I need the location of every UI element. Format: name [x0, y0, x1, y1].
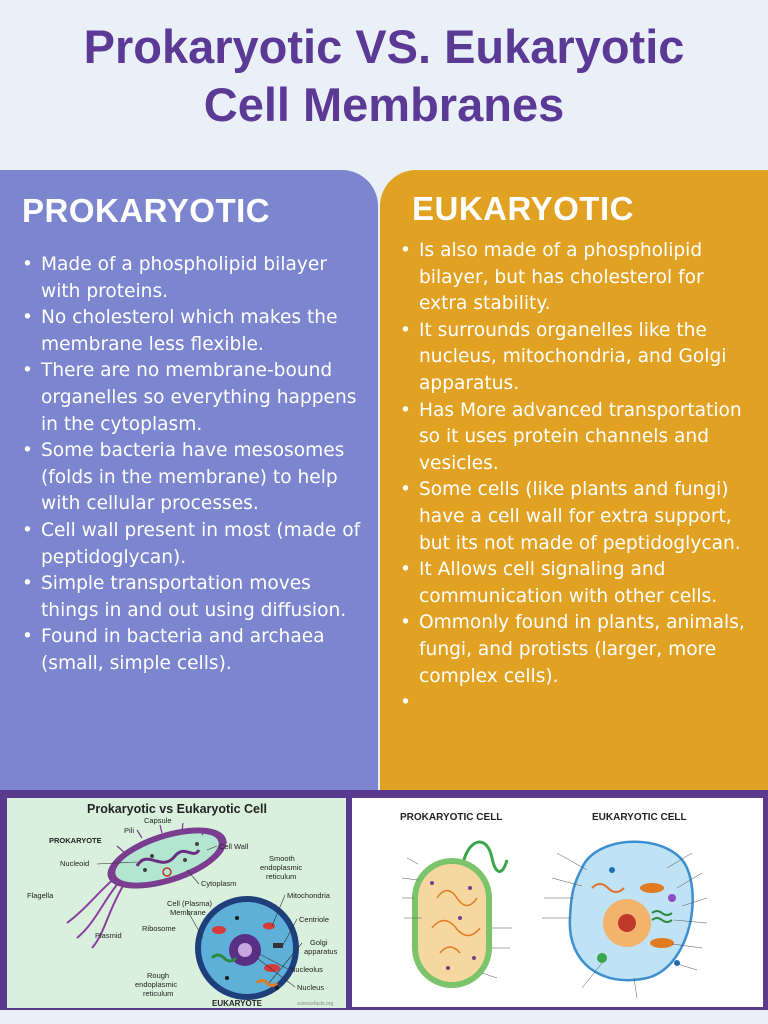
eukaryotic-cell-title: EUKARYOTIC CELL: [592, 812, 687, 823]
cell-comparison-diagram: [7, 798, 346, 1008]
golgi-label-2: apparatus: [304, 947, 338, 956]
ribosome-label: Ribosome: [142, 924, 176, 933]
prokaryotic-cell-title: PROKARYOTIC CELL: [400, 812, 503, 823]
nucleoid-label: Nucleoid: [60, 859, 90, 868]
prokaryotic-panel: [0, 170, 378, 790]
list-item: • It Allows cell signaling and communication with other cells.: [398, 557, 758, 610]
prokaryotic-bullet-list: [20, 252, 365, 678]
cell-types-figure: [352, 798, 763, 1007]
list-item: • Simple transportation moves things in and out using diffusion.: [20, 571, 365, 624]
golgi-label-1: Golgi: [310, 938, 328, 947]
list-item: • Has More advanced transportation so it uses protein channels and vesicles.: [398, 398, 758, 478]
eukaryote-cell-drawing: [195, 896, 299, 1000]
prokaryote-label: PROKARYOTE: [49, 836, 102, 845]
cell-membrane-label-1: Cell (Plasma): [167, 899, 213, 908]
rough-er-label-3: reticulum: [143, 989, 174, 998]
list-item: • It surrounds organelles like the nucleus, mitochondria, and Golgi apparatus.: [398, 318, 758, 398]
page-title: [0, 18, 768, 134]
title-line-1: Prokaryotic VS. Eukaryotic: [83, 20, 685, 73]
eukaryotic-heading: EUKARYOTIC: [412, 190, 634, 227]
list-item-empty: [398, 690, 758, 717]
smooth-er-label-1: Smooth: [269, 854, 295, 863]
plasmid-label: Plasmid: [95, 931, 122, 940]
cell-membrane-label-2: Membrane: [170, 908, 206, 917]
flagella-label: Flagella: [27, 891, 54, 900]
smooth-er-label-2: endoplasmic: [260, 863, 303, 872]
prokaryotic-cell-drawing: [412, 842, 507, 988]
cell-wall-label: Cell Wall: [219, 842, 249, 851]
nucleus-label: Nucleus: [297, 983, 325, 992]
centriole-label: Centriole: [299, 915, 330, 924]
list-item: • Is also made of a phospholipid bilayer, but has cholesterol for extra stability.: [398, 238, 758, 318]
eukaryotic-cell-drawing: [570, 842, 693, 980]
list-item: • Some bacteria have mesosomes (folds in the membrane) to help with cellular processes.: [20, 438, 365, 518]
prokaryotic-vs-eukaryotic-figure: [7, 798, 346, 1008]
prokaryotic-heading: PROKARYOTIC: [22, 192, 271, 229]
smooth-er-label-3: reticulum: [266, 872, 297, 881]
eukaryotic-panel: [380, 170, 768, 790]
list-item: • Ommonly found in plants, animals, fungi, and protists (larger, more complex cells).: [398, 610, 758, 690]
list-item: • No cholesterol which makes the membrane less flexible.: [20, 305, 365, 358]
prokaryote-cell-drawing: [100, 815, 233, 901]
list-item: • Found in bacteria and archaea (small, simple cells).: [20, 624, 365, 677]
eukaryote-label: EUKARYOTE: [212, 999, 262, 1008]
rough-er-label-1: Rough: [147, 971, 170, 980]
eukaryotic-bullet-list: [398, 238, 758, 717]
pili-label: Pili: [124, 826, 135, 835]
title-line-2: Cell Membranes: [203, 78, 565, 131]
cell-types-diagram: [352, 798, 763, 1007]
list-item: • Some cells (like plants and fungi) have a cell wall for extra support, but its not made of peptidoglycan.: [398, 477, 758, 557]
list-item: • There are no membrane-bound organelles so everything happens in the cytoplasm.: [20, 358, 365, 438]
nucleolus-label: Nucleolus: [290, 965, 323, 974]
mitochondria-label: Mitochondria: [287, 891, 330, 900]
capsule-label: Capsule: [144, 816, 172, 825]
list-item: • Cell wall present in most (made of peptidoglycan).: [20, 518, 365, 571]
figure-band: [0, 790, 768, 1010]
credit-label: sciencefacts.org: [297, 1001, 334, 1007]
rough-er-label-2: endoplasmic: [135, 980, 178, 989]
figure-left-title: Prokaryotic vs Eukaryotic Cell: [87, 802, 267, 816]
list-item: • Made of a phospholipid bilayer with proteins.: [20, 252, 365, 305]
cytoplasm-label: Cytoplasm: [201, 879, 237, 888]
